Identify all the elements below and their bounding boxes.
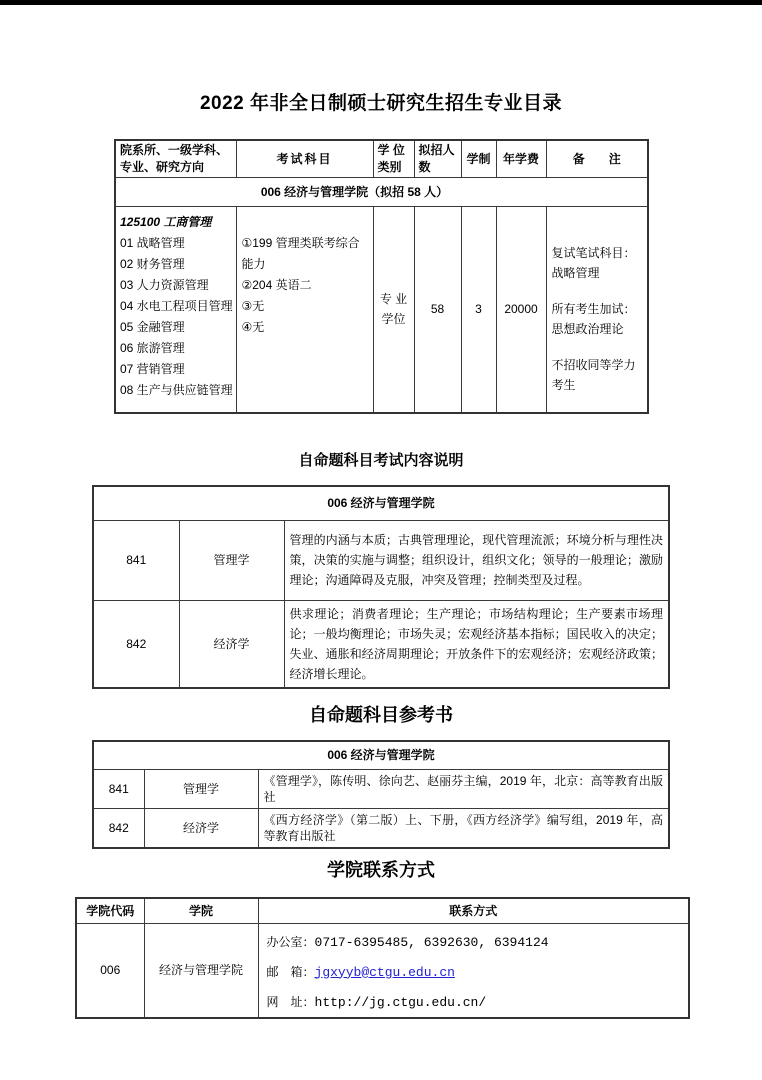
subject-name: 经济学 <box>144 808 258 848</box>
exam-subject: ④无 <box>241 320 265 334</box>
contact-section-title: 学院联系方式 <box>327 860 435 880</box>
subject-content: 管理的内涵与本质；古典管理理论，现代管理流派；环境分析与理性决策，决策的实施与调整；组织设计，组织文化；领导的一般理论；激励理论；沟通障碍及克服，冲突及管理；控制类型及过程。 <box>284 520 669 600</box>
contact-row <box>76 923 689 1018</box>
col-header-college-code: 学院代码 <box>76 898 144 923</box>
remark: 复试笔试科目：战略管理 <box>551 246 636 280</box>
website-line <box>267 992 685 1013</box>
subject-name: 管理学 <box>144 769 258 808</box>
col-header-contact: 联系方式 <box>258 898 689 923</box>
office-phone-numbers: 0717-6395485, 6392630, 6394124 <box>314 934 549 950</box>
college-group-header: 006 经济与管理学院（拟招 58 人） <box>115 178 648 207</box>
college-group-header: 006 经济与管理学院 <box>93 741 669 769</box>
catalog-header-row <box>115 140 648 178</box>
reference-book: 《西方经济学》（第二版）上、下册，《西方经济学》编写组，2019 年，高等教育出版社 <box>258 808 669 848</box>
col-header-exam-subjects: 考试科目 <box>236 140 373 178</box>
research-direction: 08 生产与供应链管理 <box>120 383 233 397</box>
contact-details-cell <box>258 923 689 1018</box>
research-direction: 04 水电工程项目管理 <box>120 299 233 313</box>
col-header-planned-enrollment: 拟招人数 <box>414 140 461 178</box>
table-row <box>93 808 669 848</box>
subject-content: 供求理论；消费者理论；生产理论；市场结构理论；生产要素市场理论；一般均衡理论；市场失灵；宏观经济基本指标；国民收入的决定；失业、通胀和经济周期理论；开放条件下的宏观经济；宏观经济政策；经济增长理论。 <box>284 600 669 688</box>
subject-code: 842 <box>93 808 144 848</box>
exam-content-section-title: 自命题科目考试内容说明 <box>298 452 464 469</box>
email-label: 邮 箱： <box>266 964 315 979</box>
exam-content-group-row <box>93 486 669 520</box>
reference-book: 《管理学》，陈传明、徐向艺、赵丽芬主编，2019 年，北京：高等教育出版社 <box>258 769 669 808</box>
col-header-tuition: 年学费 <box>496 140 546 178</box>
subject-code: 841 <box>93 520 179 600</box>
research-direction: 07 营销管理 <box>120 362 185 376</box>
annual-tuition: 20000 <box>496 207 546 413</box>
table-row <box>93 600 669 688</box>
reference-books-table <box>92 740 670 849</box>
research-direction: 01 战略管理 <box>120 236 185 250</box>
college-group-header: 006 经济与管理学院 <box>93 486 669 520</box>
major-row <box>115 207 648 413</box>
exam-subject: ①199 管理类联考综合能力 <box>241 236 360 271</box>
admission-catalog-table <box>114 139 649 414</box>
email-line <box>267 962 685 983</box>
subject-code: 842 <box>93 600 179 688</box>
contact-table <box>75 897 690 1019</box>
research-direction: 02 财务管理 <box>120 257 185 271</box>
subject-name: 管理学 <box>179 520 284 600</box>
website-label: 网 址： <box>266 994 315 1009</box>
exam-subject: ②204 英语二 <box>241 278 312 292</box>
college-name: 经济与管理学院 <box>144 923 258 1018</box>
exam-content-table <box>92 485 670 689</box>
college-group-row <box>115 178 648 207</box>
subject-name: 经济学 <box>179 600 284 688</box>
subject-code: 841 <box>93 769 144 808</box>
office-phone-line <box>267 932 685 953</box>
table-row <box>93 520 669 600</box>
contact-header-row <box>76 898 689 923</box>
document-title: 2022 年非全日制硕士研究生招生专业目录 <box>199 93 563 114</box>
reference-books-section-title: 自命题科目参考书 <box>309 705 453 725</box>
major-code-name: 125100 工商管理 <box>120 215 212 229</box>
remark: 不招收同等学力考生 <box>551 358 636 392</box>
col-header-remarks: 备 注 <box>546 140 648 178</box>
planned-enrollment: 58 <box>414 207 461 413</box>
research-direction: 03 人力资源管理 <box>120 278 209 292</box>
reference-group-row <box>93 741 669 769</box>
duration: 3 <box>461 207 496 413</box>
email-link[interactable]: jgxyyb@ctgu.edu.cn <box>314 964 455 980</box>
exam-subject: ③无 <box>241 299 265 313</box>
college-code: 006 <box>76 923 144 1018</box>
major-cell <box>115 207 236 413</box>
office-label: 办公室： <box>266 934 315 949</box>
website-url: http://jg.ctgu.edu.cn/ <box>314 994 487 1010</box>
research-direction: 05 金融管理 <box>120 320 185 334</box>
table-row <box>93 769 669 808</box>
degree-type: 专 业学位 <box>373 207 414 413</box>
col-header-college: 学院 <box>144 898 258 923</box>
page-top-edge <box>0 0 762 5</box>
col-header-department: 院系所、一级学科、专业、研究方向 <box>115 140 236 178</box>
col-header-duration: 学制 <box>461 140 496 178</box>
remarks-cell <box>546 207 648 413</box>
col-header-degree-type: 学 位类别 <box>373 140 414 178</box>
research-direction: 06 旅游管理 <box>120 341 185 355</box>
remark: 所有考生加试：思想政治理论 <box>551 302 636 336</box>
exam-subjects-cell <box>236 207 373 413</box>
